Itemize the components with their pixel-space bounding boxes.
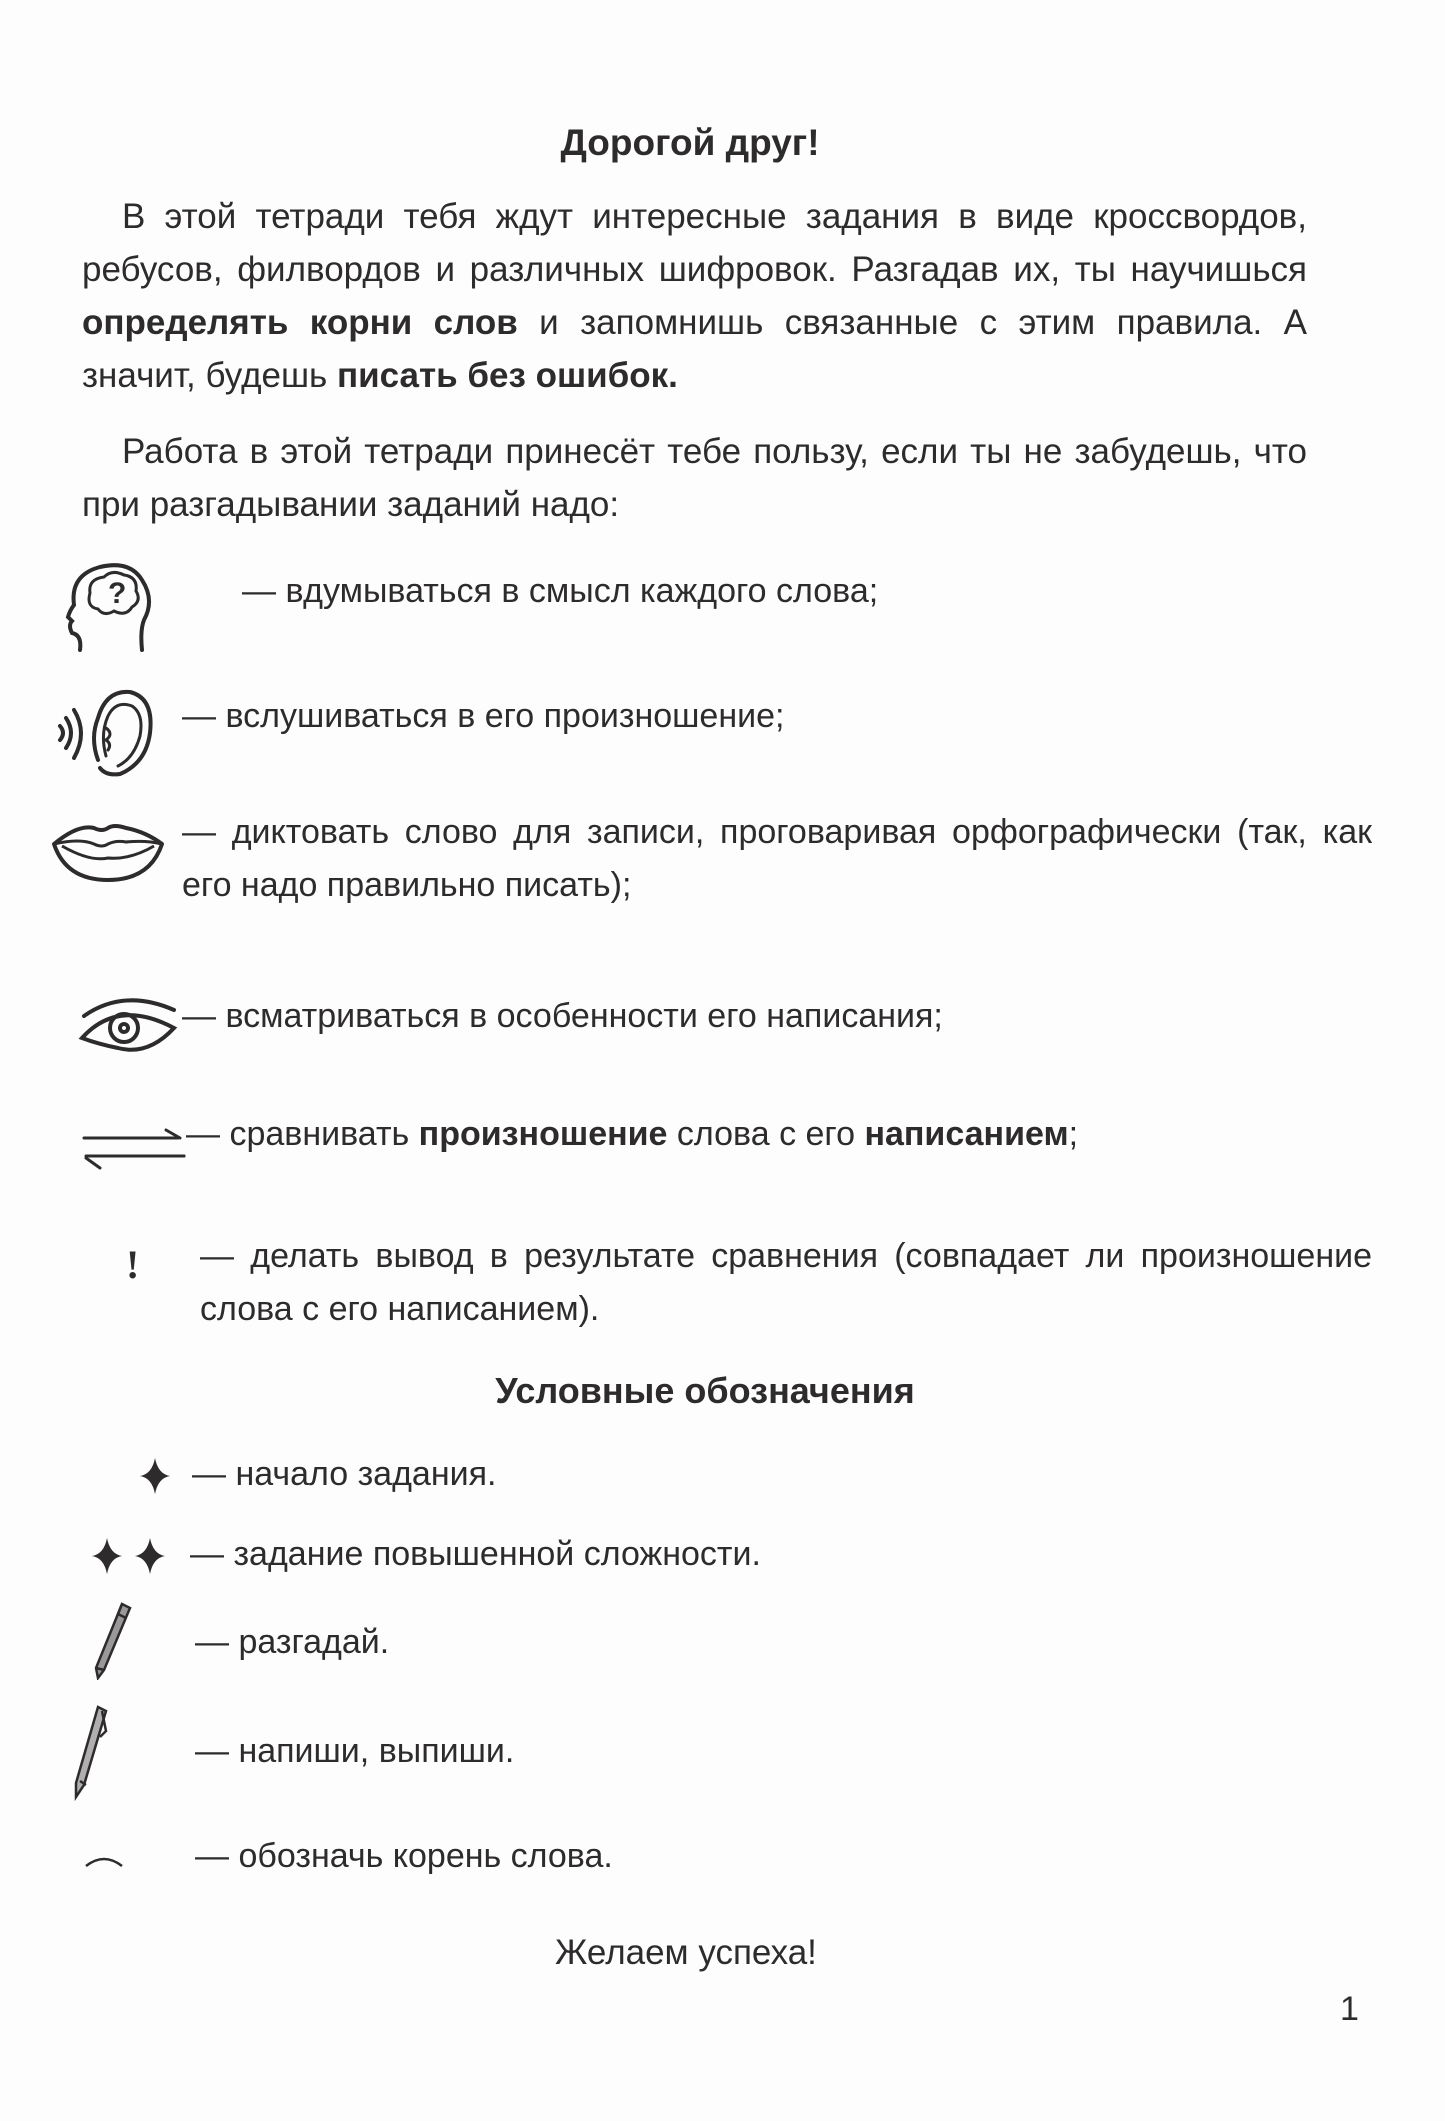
closing-wish: Желаем успеха! (555, 1933, 817, 1972)
step-text: — делать вывод в результате сравнения (совпадает ли произношение слова с его написанием). (200, 1237, 1372, 1328)
legend-text: — напиши, выпиши. (195, 1732, 515, 1770)
page-number: 1 (1340, 1990, 1359, 2028)
double-star-icon (90, 1536, 170, 1576)
step-conclude (60, 1230, 1372, 1340)
pen-icon (72, 1705, 112, 1801)
step-think (60, 555, 1320, 655)
bold-spelling: написанием (864, 1115, 1069, 1153)
step-text: — вслушиваться в его произношение; (182, 697, 785, 735)
intro-paragraph-2 (82, 425, 1307, 531)
lips-icon (50, 820, 166, 884)
step-text: — вдумываться в смысл каждого слова; (242, 572, 879, 610)
page-title: Дорогой друг! (560, 122, 820, 163)
svg-text:?: ? (108, 577, 127, 610)
step-text-part: слова с его (667, 1115, 865, 1153)
step-look (60, 990, 1320, 1070)
intro-bold-no-errors: писать без ошибок. (337, 356, 678, 395)
intro-text: и запомнишь связанные с этим правила. А значит, будешь (82, 303, 1308, 395)
intro-paragraph-1 (82, 190, 1307, 402)
intro-text: Работа в этой тетради принесёт тебе пользу, если ты не забудешь, что при разгадывании заданий надо: (82, 432, 1307, 524)
star-icon (138, 1456, 172, 1496)
legend-item-task-start (60, 1448, 1320, 1508)
step-text (186, 1108, 1078, 1161)
legend-title: Условные обозначения (495, 1370, 915, 1411)
step-text: — диктовать слово для записи, проговаривая орфографически (так, как его надо правильно писать); (182, 813, 1372, 904)
arrows-exchange-icon (82, 1126, 186, 1170)
legend-text: — разгадай. (195, 1623, 390, 1661)
step-listen (60, 678, 1320, 778)
exclamation-icon: ! (126, 1242, 140, 1287)
step-dictate (60, 800, 1372, 910)
legend-text: — обозначь корень слова. (195, 1837, 613, 1875)
legend-item-hard-task (60, 1528, 1320, 1588)
legend-text: — начало задания. (192, 1455, 497, 1493)
step-text: — всматриваться в особенности его написания; (182, 997, 943, 1035)
bold-pronunciation: произношение (418, 1115, 668, 1153)
legend-text: — задание повышенной сложности. (190, 1535, 761, 1573)
pencil-icon (92, 1600, 132, 1680)
step-compare (60, 1108, 1320, 1178)
step-text-part: ; (1068, 1115, 1079, 1153)
intro-bold-roots: определять корни слов (82, 303, 518, 342)
legend-item-write (60, 1705, 1320, 1805)
head-question-icon (60, 555, 160, 655)
step-text-part: — сравнивать (186, 1115, 419, 1153)
legend-item-solve (60, 1600, 1320, 1690)
root-arc-icon (84, 1850, 124, 1870)
intro-text: В этой тетради тебя ждут интересные задания в виде кроссвордов, ребусов, филвордов и различных шифровок. Разгадав их, ты научишься (82, 197, 1307, 289)
eye-icon (78, 994, 178, 1054)
ear-icon (50, 678, 160, 778)
legend-item-root (60, 1820, 1320, 1890)
